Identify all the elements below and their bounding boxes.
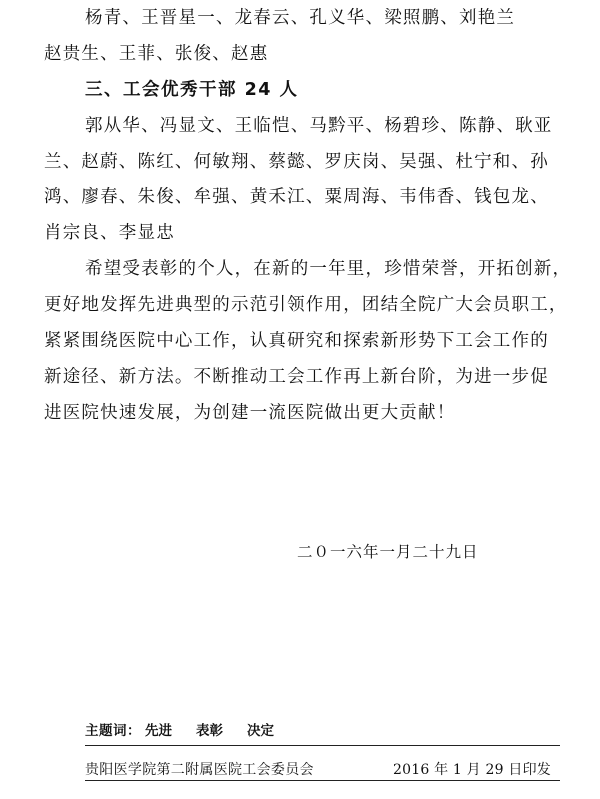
closing-line-3: 紧紧围绕医院中心工作，认真研究和探索新形势下工会工作的 xyxy=(44,331,549,351)
section3-heading: 三、工会优秀干部 24 人 xyxy=(85,80,299,100)
section2-line-1: 杨青、王晋星一、龙春云、孔义华、梁照鹏、刘艳兰 xyxy=(85,8,516,28)
closing-line-2: 更好地发挥先进典型的示范引领作用，团结全院广大会员职工， xyxy=(44,295,568,315)
footer-bottom-rule xyxy=(85,780,560,781)
closing-line-5: 进医院快速发展，为创建一流医院做出更大贡献！ xyxy=(44,403,456,423)
closing-line-1: 希望受表彰的个人，在新的一年里，珍惜荣誉，开拓创新， xyxy=(85,259,572,279)
document-date: 二０一六年一月二十九日 xyxy=(297,543,479,561)
section3-line-1: 郭从华、冯显文、王临恺、马黔平、杨碧珍、陈静、耿亚 xyxy=(85,116,553,136)
subject-keywords xyxy=(85,719,274,739)
section3-line-2: 兰、赵蔚、陈红、何敏翔、蔡懿、罗庆岗、吴强、杜宁和、孙 xyxy=(44,152,549,172)
keyword-item: 先进 xyxy=(145,723,172,739)
footer-top-rule xyxy=(85,745,560,746)
section3-line-3: 鸿、廖春、朱俊、牟强、黄禾江、粟周海、韦伟香、钱包龙、 xyxy=(44,187,549,207)
keyword-item: 表彰 xyxy=(196,723,223,739)
footer-print-date: 2016 年 1 月 29 日印发 xyxy=(393,762,552,778)
section2-line-2: 赵贵生、王菲、张俊、赵惠 xyxy=(44,44,269,64)
closing-line-4: 新途径、新方法。不断推动工会工作再上新台阶，为进一步促 xyxy=(44,367,549,387)
keywords-label: 主题词： xyxy=(85,723,141,739)
footer-issuer: 贵阳医学院第二附属医院工会委员会 xyxy=(85,762,314,778)
keyword-item: 决定 xyxy=(247,723,274,739)
section3-line-4: 肖宗良、李显忠 xyxy=(44,223,175,243)
